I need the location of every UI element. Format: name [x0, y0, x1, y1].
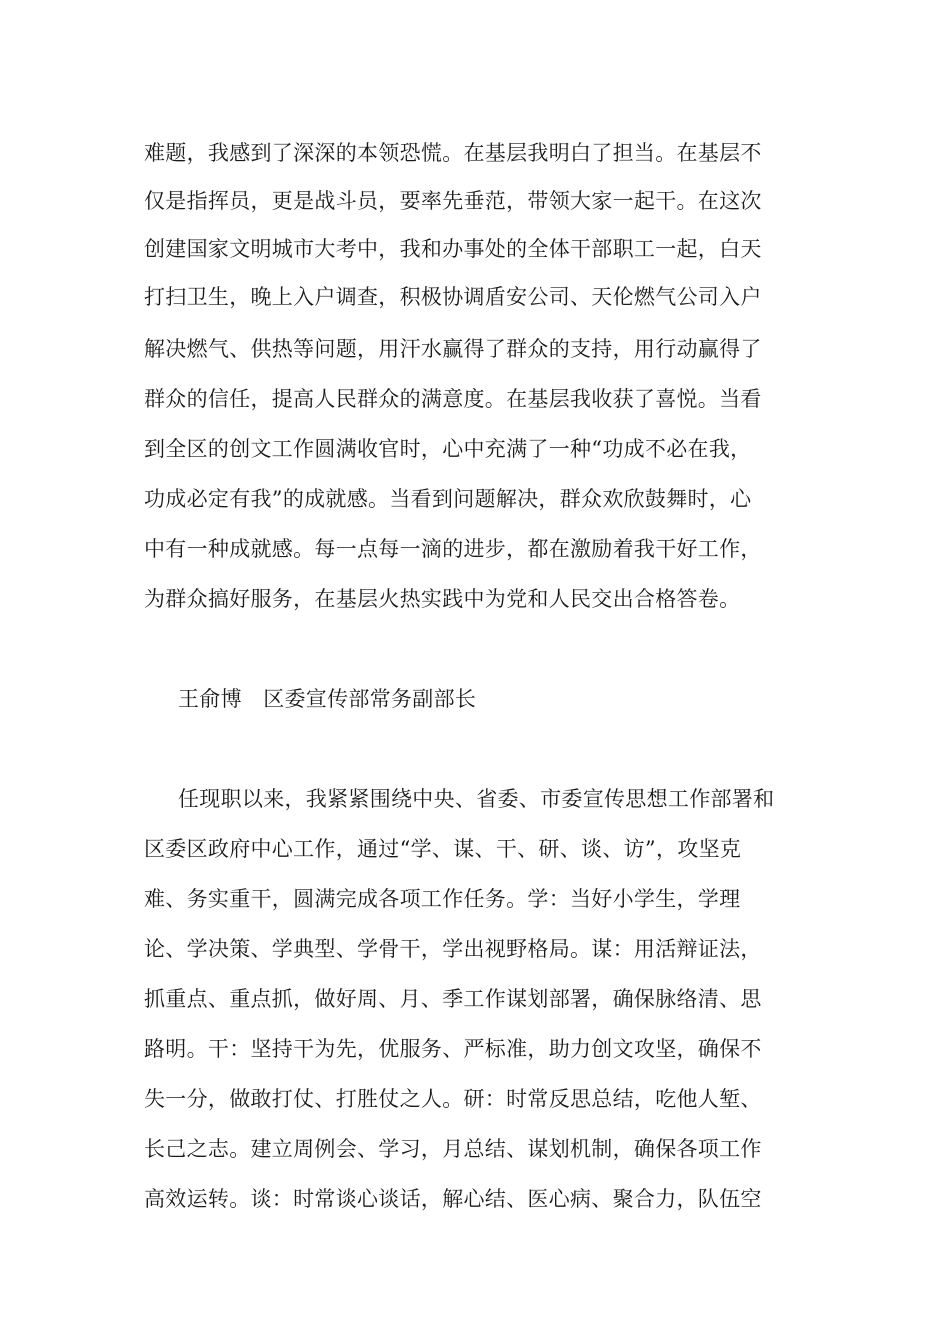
paragraph-1-line: 创建国家文明城市大考中，我和办事处的全体干部职工一起，白天	[144, 237, 762, 261]
paragraph-1-line: 打扫卫生，晚上入户调查，积极协调盾安公司、天伦燃气公司入户	[144, 285, 762, 309]
paragraph-2-line: 区委区政府中心工作，通过“学、谋、干、研、谈、访”，攻坚克	[144, 837, 742, 861]
paragraph-1-line: 中有一种成就感。每一点每一滴的进步，都在激励着我干好工作，	[144, 537, 762, 561]
paragraph-2-line: 长己之志。建立周例会、学习，月总结、谋划机制，确保各项工作	[144, 1137, 762, 1161]
speaker-heading: 王俞博 区委宣传部常务副部长	[178, 687, 477, 711]
paragraph-2-line: 任现职以来，我紧紧围绕中央、省委、市委宣传思想工作部署和	[178, 787, 775, 811]
paragraph-1-line: 到全区的创文工作圆满收官时，心中充满了一种“功成不必在我，	[144, 437, 752, 461]
paragraph-1-line: 为群众搞好服务，在基层火热实践中为党和人民交出合格答卷。	[144, 587, 741, 611]
paragraph-1-line: 难题，我感到了深深的本领恐慌。在基层我明白了担当。在基层不	[144, 141, 762, 165]
paragraph-2-line: 路明。干：坚持干为先，优服务、严标准，助力创文攻坚，确保不	[144, 1037, 762, 1061]
paragraph-1-line: 解决燃气、供热等问题，用汗水赢得了群众的支持，用行动赢得了	[144, 337, 762, 361]
paragraph-2-line: 论、学决策、学典型、学骨干，学出视野格局。谋：用活辩证法，	[144, 937, 762, 961]
paragraph-1-line: 群众的信任，提高人民群众的满意度。在基层我收获了喜悦。当看	[144, 387, 762, 411]
paragraph-2-line: 高效运转。谈：时常谈心谈话，解心结、医心病、聚合力，队伍空	[144, 1187, 762, 1211]
paragraph-2-line: 难、务实重干，圆满完成各项工作任务。学：当好小学生，学理	[144, 887, 741, 911]
paragraph-2-line: 失一分，做敢打仗、打胜仗之人。研：时常反思总结，吃他人堑、	[144, 1087, 762, 1111]
paragraph-1-line: 功成必定有我”的成就感。当看到问题解决，群众欢欣鼓舞时，心	[144, 487, 752, 511]
paragraph-2-line: 抓重点、重点抓，做好周、月、季工作谋划部署，确保脉络清、思	[144, 987, 762, 1011]
paragraph-1-line: 仅是指挥员，更是战斗员，要率先垂范，带领大家一起干。在这次	[144, 189, 762, 213]
